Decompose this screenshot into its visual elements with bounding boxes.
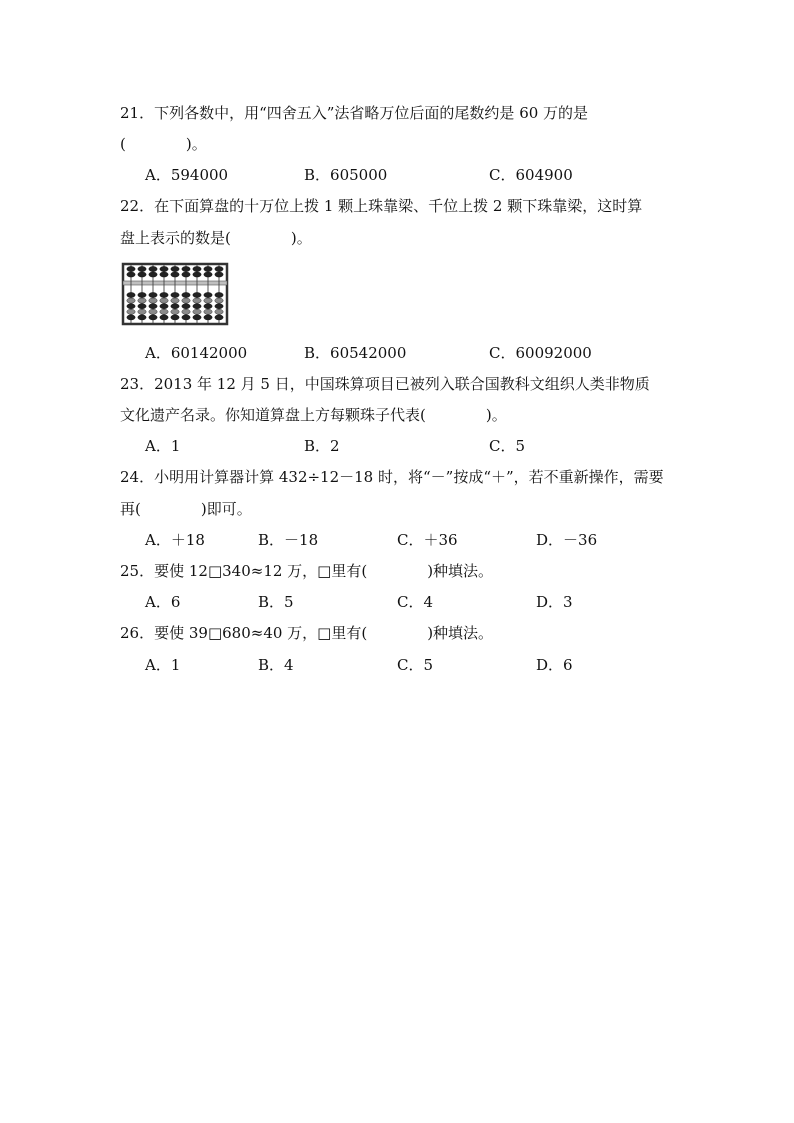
abacus-upper-bead [204,266,212,271]
abacus-upper-bead [149,272,157,277]
abacus-lower-bead [127,304,135,309]
q24-stem-line-2: 再( )即可。 [120,500,252,518]
q24-option-a[interactable]: A．＋18 [145,531,205,549]
abacus-lower-bead [204,298,212,303]
abacus-lower-bead [127,298,135,303]
q22-stem-line-2: 盘上表示的数是( )。 [120,229,312,247]
abacus-upper-bead [182,266,190,271]
abacus-lower-bead [204,292,212,297]
q23-option-a[interactable]: A．1 [145,437,181,455]
q25-stem-line-1: 25．要使 12□340≈12 万，□里有( )种填法。 [120,562,494,580]
q22-option-c[interactable]: C．60092000 [489,344,592,362]
abacus-lower-bead [160,298,168,303]
abacus-lower-bead [182,292,190,297]
abacus-upper-bead [215,266,223,271]
abacus-lower-bead [215,292,223,297]
q22-stem-line-1: 22．在下面算盘的十万位上拨 1 颗上珠靠梁、千位上拨 2 颗下珠靠梁，这时算 [120,197,643,215]
q25-option-d[interactable]: D．3 [536,593,573,611]
q23-option-c[interactable]: C．5 [489,437,526,455]
abacus-lower-bead [204,309,212,314]
abacus-lower-bead [193,292,201,297]
abacus-lower-bead [138,315,146,320]
abacus-lower-bead [160,309,168,314]
abacus-lower-bead [215,304,223,309]
abacus-lower-bead [149,315,157,320]
q21-stem-line-1: 21．下列各数中，用“四舍五入”法省略万位后面的尾数约是 60 万的是 [120,104,589,122]
abacus-upper-bead [160,272,168,277]
abacus-lower-bead [127,315,135,320]
q24-option-b[interactable]: B．－18 [258,531,319,549]
abacus-lower-bead [193,304,201,309]
abacus-lower-bead [182,309,190,314]
q22-option-a[interactable]: A．60142000 [145,344,248,362]
abacus-lower-bead [138,304,146,309]
q25-option-c[interactable]: C．4 [397,593,434,611]
abacus-upper-bead [193,266,201,271]
q21-option-b[interactable]: B．605000 [304,166,388,184]
abacus-upper-bead [138,266,146,271]
q26-option-a[interactable]: A．1 [145,656,181,674]
abacus-lower-bead [215,315,223,320]
q26-option-d[interactable]: D．6 [536,656,573,674]
abacus-lower-bead [193,298,201,303]
abacus-lower-bead [182,315,190,320]
abacus-lower-bead [171,309,179,314]
abacus-lower-bead [149,298,157,303]
abacus-lower-bead [138,298,146,303]
q23-stem-line-2: 文化遗产名录。你知道算盘上方每颗珠子代表( )。 [120,406,507,424]
abacus-lower-bead [149,292,157,297]
q26-option-c[interactable]: C．5 [397,656,434,674]
q21-option-a[interactable]: A．594000 [145,166,229,184]
abacus-lower-bead [182,298,190,303]
abacus-lower-bead [193,315,201,320]
abacus-upper-bead [149,266,157,271]
abacus-lower-bead [171,304,179,309]
q21-stem-line-2: ( )。 [120,135,207,153]
q24-stem-line-1: 24．小明用计算器计算 432÷12－18 时，将“－”按成“＋”，若不重新操作，需要 [120,468,664,486]
q21-option-c[interactable]: C．604900 [489,166,573,184]
abacus-lower-bead [182,304,190,309]
abacus-lower-bead [127,292,135,297]
q22-option-b[interactable]: B．60542000 [304,344,407,362]
abacus-lower-bead [160,304,168,309]
abacus-lower-bead [149,309,157,314]
abacus-lower-bead [193,309,201,314]
abacus-rods [127,265,223,323]
abacus-upper-bead [127,272,135,277]
abacus-lower-bead [138,292,146,297]
q23-option-b[interactable]: B．2 [304,437,340,455]
q24-option-d[interactable]: D．－36 [536,531,598,549]
abacus-lower-bead [127,309,135,314]
abacus-lower-bead [171,298,179,303]
q26-option-b[interactable]: B．4 [258,656,294,674]
abacus-lower-bead [160,315,168,320]
abacus-lower-bead [215,298,223,303]
abacus-lower-bead [204,315,212,320]
abacus-lower-bead [160,292,168,297]
abacus-upper-bead [171,266,179,271]
q25-option-a[interactable]: A．6 [145,593,181,611]
abacus-upper-bead [204,272,212,277]
abacus-lower-bead [138,309,146,314]
abacus-lower-bead [204,304,212,309]
abacus-image [120,262,230,326]
abacus-lower-bead [149,304,157,309]
abacus-lower-bead [171,292,179,297]
abacus-lower-bead [215,309,223,314]
abacus-lower-bead [171,315,179,320]
q23-stem-line-1: 23．2013 年 12 月 5 日，中国珠算项目已被列入联合国教科文组织人类非物质 [120,375,650,393]
q25-option-b[interactable]: B．5 [258,593,294,611]
abacus-upper-bead [193,272,201,277]
abacus-upper-bead [171,272,179,277]
abacus-upper-bead [138,272,146,277]
q26-stem-line-1: 26．要使 39□680≈40 万，□里有( )种填法。 [120,624,494,642]
abacus-upper-bead [215,272,223,277]
q24-option-c[interactable]: C．＋36 [397,531,458,549]
abacus-upper-bead [127,266,135,271]
abacus-upper-bead [182,272,190,277]
abacus-upper-bead [160,266,168,271]
